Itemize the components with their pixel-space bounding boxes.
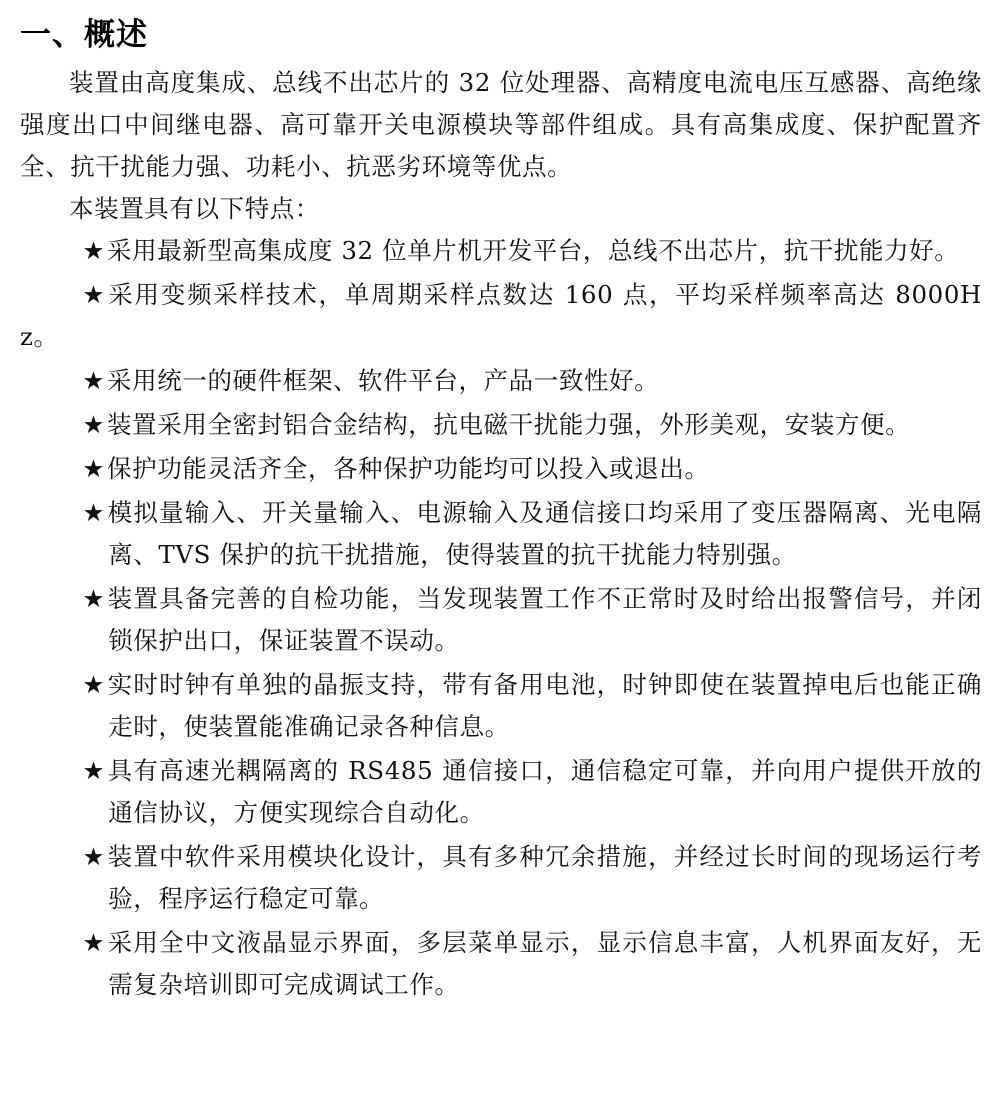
star-icon: ★ bbox=[82, 928, 106, 957]
intro-paragraph: 装置由高度集成、总线不出芯片的 32 位处理器、高精度电流电压互感器、高绝缘强度出口中间继电器、高可靠开关电源模块等部件组成。具有高集成度、保护配置齐全、抗干扰能力强、功耗小、抗恶劣环境等优点。 bbox=[20, 68, 982, 181]
feature-text: 采用统一的硬件框架、软件平台，产品一致性好。 bbox=[107, 366, 660, 395]
feature-list bbox=[20, 230, 982, 1006]
feature-item bbox=[20, 664, 982, 748]
feature-item bbox=[20, 922, 982, 1006]
star-icon: ★ bbox=[82, 410, 106, 439]
feature-item bbox=[20, 448, 982, 490]
feature-text: 装置中软件采用模块化设计，具有多种冗余措施，并经过长时间的现场运行考验，程序运行稳定可靠。 bbox=[107, 842, 982, 913]
feature-text: 模拟量输入、开关量输入、电源输入及通信接口均采用了变压器隔离、光电隔离、TVS 保护的抗干扰措施，使得装置的抗干扰能力特别强。 bbox=[107, 498, 982, 569]
feature-item bbox=[20, 578, 982, 662]
star-icon: ★ bbox=[82, 756, 106, 785]
feature-item bbox=[20, 404, 982, 446]
star-icon: ★ bbox=[82, 454, 106, 483]
feature-text: 采用变频采样技术，单周期采样点数达 160 点，平均采样频率高达 8000Hz。 bbox=[20, 280, 982, 351]
star-icon: ★ bbox=[82, 584, 106, 613]
feature-item bbox=[20, 492, 982, 576]
feature-text: 装置具备完善的自检功能，当发现装置工作不正常时及时给出报警信号，并闭锁保护出口，保证装置不误动。 bbox=[107, 584, 982, 655]
star-icon: ★ bbox=[82, 670, 106, 699]
star-icon: ★ bbox=[82, 366, 106, 395]
star-icon: ★ bbox=[82, 842, 106, 871]
feature-text: 装置采用全密封铝合金结构，抗电磁干扰能力强，外形美观，安装方便。 bbox=[107, 410, 911, 439]
feature-text: 采用最新型高集成度 32 位单片机开发平台，总线不出芯片，抗干扰能力好。 bbox=[107, 236, 960, 265]
feature-item bbox=[20, 230, 982, 272]
feature-text: 保护功能灵活齐全，各种保护功能均可以投入或退出。 bbox=[107, 454, 710, 483]
feature-text: 具有高速光耦隔离的 RS485 通信接口，通信稳定可靠，并向用户提供开放的通信协议，方便实现综合自动化。 bbox=[107, 756, 982, 827]
feature-item bbox=[20, 750, 982, 834]
feature-text: 采用全中文液晶显示界面，多层菜单显示，显示信息丰富，人机界面友好，无需复杂培训即可完成调试工作。 bbox=[107, 928, 982, 999]
feature-item bbox=[20, 836, 982, 920]
feature-item bbox=[20, 360, 982, 402]
star-icon: ★ bbox=[82, 498, 106, 527]
feature-text: 实时时钟有单独的晶振支持，带有备用电池，时钟即使在装置掉电后也能正确走时，使装置能准确记录各种信息。 bbox=[107, 670, 982, 741]
feature-item bbox=[20, 274, 982, 358]
star-icon: ★ bbox=[82, 280, 107, 309]
features-lead-paragraph: 本装置具有以下特点： bbox=[69, 194, 320, 223]
star-icon: ★ bbox=[82, 236, 106, 265]
section-title: 一、概述 bbox=[20, 17, 148, 53]
